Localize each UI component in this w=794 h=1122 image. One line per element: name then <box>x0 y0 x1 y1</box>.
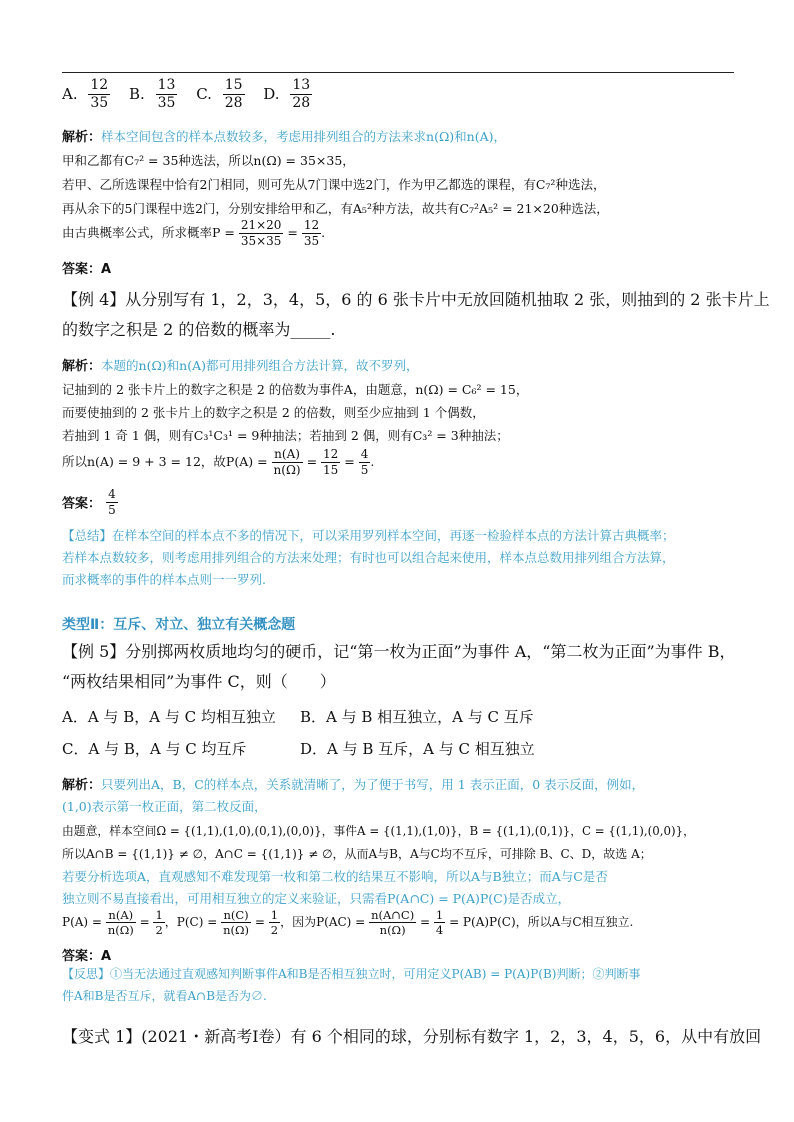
solution-5-line-2: (1,0)表示第一枚正面，第二枚反面， <box>62 799 267 814</box>
example-4-line-1: 【例 4】从分别写有 1，2，3，4，5，6 的 6 张卡片中无放回随机抽取 2 张，则抽到的 2 张卡片上 <box>62 290 770 309</box>
summary-line-2: 若样本点数较多，则考虑用排列组合的方法来处理；有时也可以组合起来使用，样本点总数用排列组合方法算， <box>62 550 675 565</box>
solution-5-line-3: 由题意，样本空间Ω = {(1,1),(1,0),(0,1),(0,0)}，事件A = {(1,1),(1,0)}，B = {(1,1),(0,1)}，C = {(1,1),(0,0)}， <box>62 824 695 838</box>
solution-3-line-5: 由古典概率公式，所求概率P = $\frac{21\times 20}{35\times 35}$ = $\frac{12}{35}$ . <box>62 218 326 248</box>
solution-4-line-5: 所以n(A) = 9 + 3 = 12，故P(A) = $\frac{n(A)}{n(\Omega)}$ = $\frac{12}{15}$ = $\frac{4}{5}$ . <box>62 447 375 477</box>
top-rule <box>62 72 734 73</box>
section-heading-type-2: 类型Ⅱ：互斥、对立、独立有关概念题 <box>62 617 296 633</box>
example-5-line-2: “两枚结果相同”为事件 C，则（ ） <box>62 672 336 691</box>
answer-5: 答案：A <box>62 949 112 964</box>
answer-4: 答案： $\frac{4}{5}$ <box>62 487 116 517</box>
example-5-line-1: 【例 5】分别掷两枚质地均匀的硬币，记“第一枚为正面”为事件 A，“第二枚为正面”为事件 B， <box>62 642 736 661</box>
solution-3-line-3: 若甲、乙所选课程中恰有2门相同，则可先从7门课中选2门，作为甲乙都选的课程，有C₇²种选法， <box>62 177 606 192</box>
solution-4-line-4: 若抽到 1 奇 1 偶，则有C₃¹C₃¹ = 9种抽法；若抽到 2 偶，则有C₃² = 3种抽法； <box>62 428 509 443</box>
solution-3-line-4: 再从余下的5门课程中选2门，分别安排给甲和乙，有A₅²种方法，故共有C₇²A₅² = 21×20种选法， <box>62 201 609 216</box>
example-4-line-2: 的数字之积是 2 的倍数的概率为_____. <box>62 320 336 339</box>
option-b: B. $\frac{13}{35}$ <box>129 77 176 111</box>
answer-options <box>62 78 326 110</box>
solution-5-line-7: P(A) = $\frac{n(A)}{n(\Omega)}$ = $\frac{1}{2}$ ，P(C) = $\frac{n(C)}{n(\Omega)}$ = $\frac{1}{2}$ ，因为P(AC) = $\frac{n(A\cap C)}{n(\Omega)}$ = $\frac{1}{4}$ = P(A)P(C)，所以A与C相互独立. <box>62 907 634 937</box>
answer-3: 答案：A <box>62 262 112 277</box>
solution-4-line-2: 记抽到的 2 张卡片上的数字之积是 2 的倍数为事件A，由题意，n(Ω) = C₆² = 15， <box>62 382 529 397</box>
summary-line-3: 而求概率的事件的样本点则一一罗列. <box>62 572 266 587</box>
choice-c: C．A 与 B，A 与 C 均互斥 <box>62 740 247 758</box>
choice-b: B．A 与 B 相互独立，A 与 C 互斥 <box>300 708 534 726</box>
option-a: A. $\frac{12}{35}$ <box>62 77 109 111</box>
solution-5-line-1: 解析：只要列出A，B，C的样本点，关系就清晰了，为了便于书写，用 1 表示正面，0 表示反面，例如， <box>62 777 645 793</box>
reflection-line-1: 【反思】①当无法通过直观感知判断事件A和B是否相互独立时，可用定义P(AB) = P(A)P(B)判断；②判断事 <box>62 967 641 981</box>
option-c: C. $\frac{15}{28}$ <box>196 77 243 111</box>
solution-3-line-2: 甲和乙都有C₇² = 35种选法，所以n(Ω) = 35×35， <box>62 153 355 168</box>
solution-3-line-1: 解析：样本空间包含的样本点数较多，考虑用排列组合的方法来求n(Ω)和n(A)， <box>62 129 507 145</box>
summary-line-1: 【总结】在样本空间的样本点不多的情况下，可以采用罗列样本空间，再逐一检验样本点的方法计算古典概率； <box>62 528 675 543</box>
option-d: D. $\frac{13}{28}$ <box>263 77 311 111</box>
reflection-line-2: 件A和B是否互斥，就看A∩B是否为∅. <box>62 989 267 1003</box>
solution-4-line-1: 解析：本题的n(Ω)和n(A)都可用排列组合方法计算，故不罗列， <box>62 358 419 374</box>
solution-5-line-4: 所以A∩B = {(1,1)} ≠ ∅，A∩C = {(1,1)} ≠ ∅，从而A与B，A与C均不互斥，可排除 B、C、D，故选 A； <box>62 847 652 861</box>
solution-5-line-5: 若要分析选项A，直观感知不难发现第一枚和第二枚的结果互不影响，所以A与B独立；而A与C是否 <box>62 869 608 884</box>
variant-1-line-1: 【变式 1】(2021・新高考Ⅰ卷）有 6 个相同的球，分别标有数字 1，2，3，4，5，6，从中有放回 <box>62 1027 762 1046</box>
choice-a: A．A 与 B，A 与 C 均相互独立 <box>62 708 276 726</box>
solution-4-line-3: 而要使抽到的 2 张卡片上的数字之积是 2 的倍数，则至少应抽到 1 个偶数， <box>62 405 485 420</box>
choice-d: D．A 与 B 互斥，A 与 C 相互独立 <box>300 740 535 758</box>
solution-5-line-6: 独立则不易直接看出，可用相互独立的定义来验证，只需看P(A∩C) = P(A)P(C)是否成立， <box>62 891 571 906</box>
